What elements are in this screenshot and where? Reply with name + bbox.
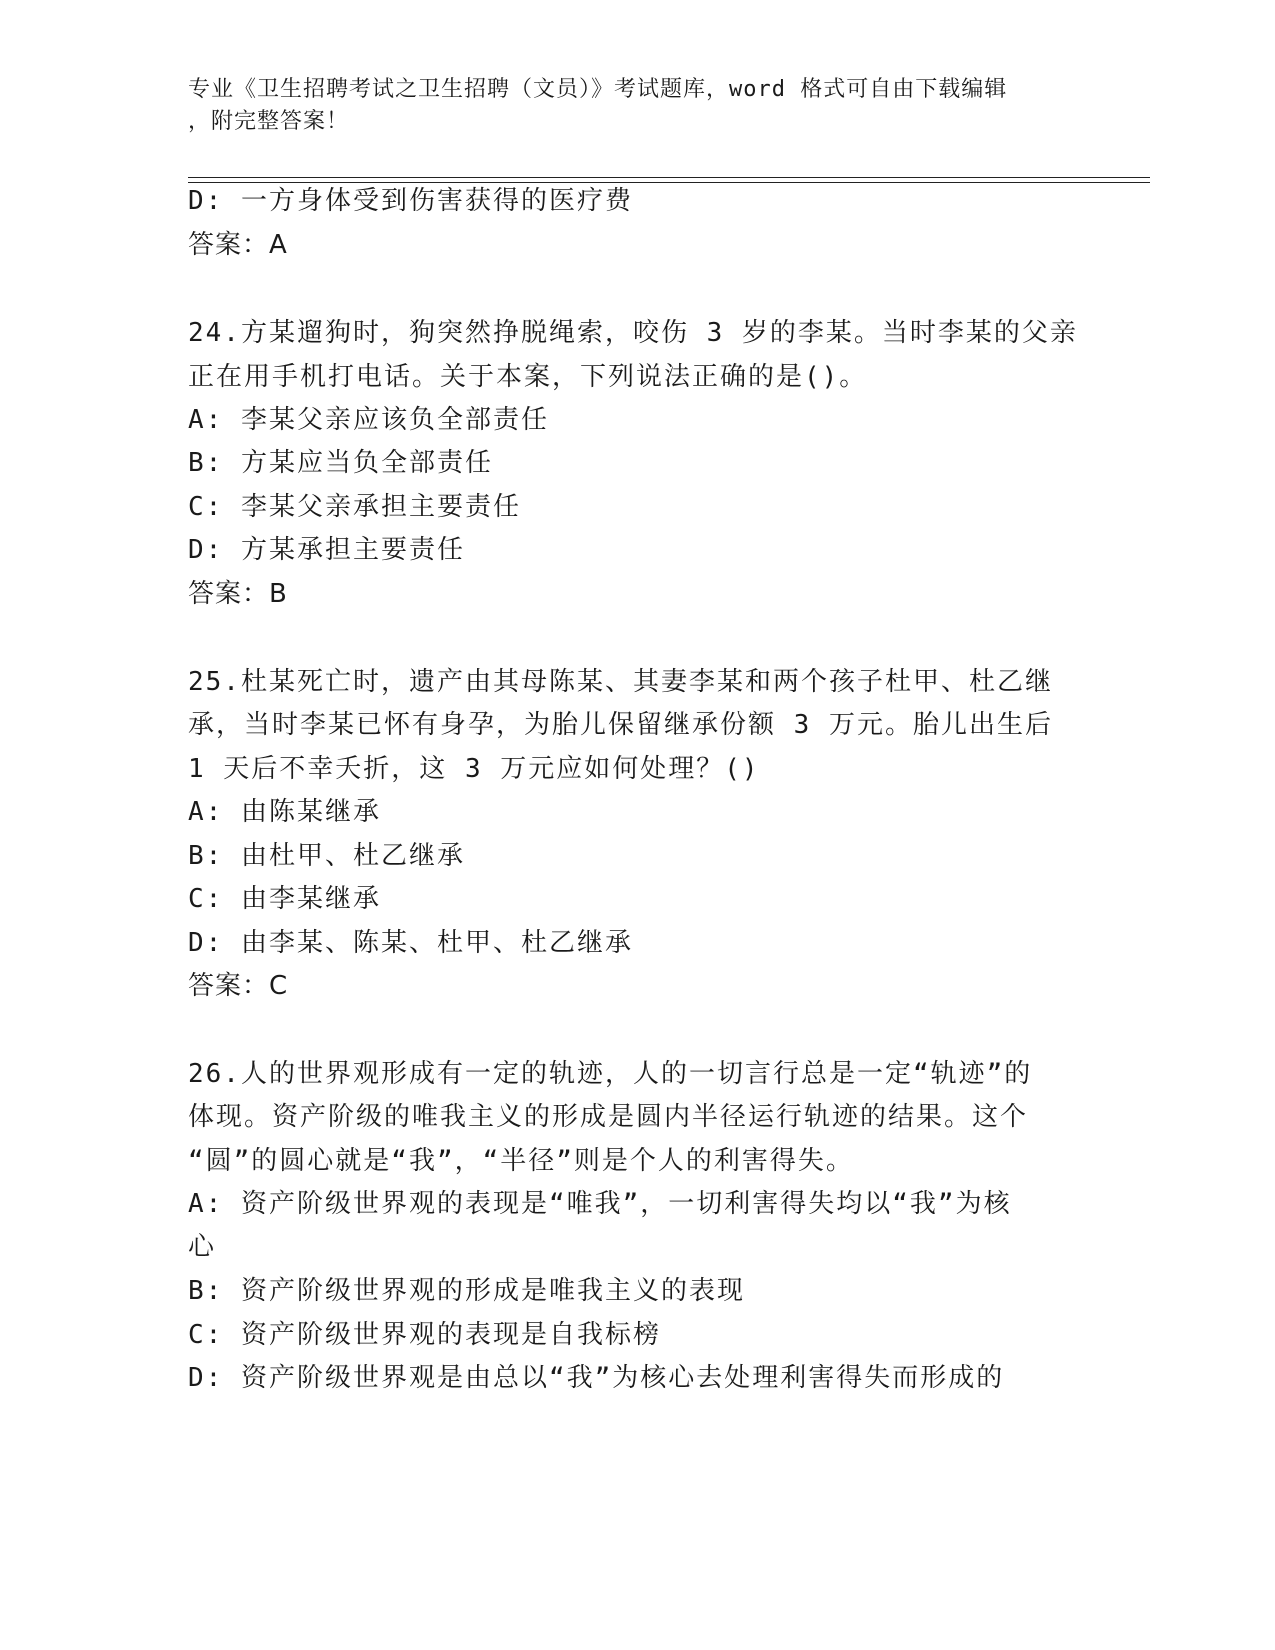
header-line-1: 专业《卫生招聘考试之卫生招聘（文员）》考试题库，word 格式可自由下载编辑 (188, 77, 1008, 102)
q25-stem-line-2: 承，当时李某已怀有身孕，为胎儿保留继承份额 3 万元。胎儿出生后 (188, 710, 1053, 740)
q26-option-b: B: 资产阶级世界观的形成是唯我主义的表现 (188, 1276, 745, 1306)
q25-option-c: C: 由李某继承 (188, 884, 381, 914)
header-divider-top (188, 177, 1150, 178)
q24-stem-line-2: 正在用手机打电话。关于本案，下列说法正确的是()。 (188, 362, 868, 392)
q26-stem-line-1: 26.人的世界观形成有一定的轨迹，人的一切言行总是一定“轨迹”的 (188, 1059, 1033, 1089)
q25-option-b: B: 由杜甲、杜乙继承 (188, 841, 465, 871)
q24-option-a: A: 李某父亲应该负全部责任 (188, 405, 549, 435)
q24-stem-line-1: 24.方某遛狗时，狗突然挣脱绳索，咬伤 3 岁的李某。当时李某的父亲 (188, 318, 1078, 348)
q25-stem-line-3: 1 天后不幸夭折，这 3 万元应如何处理？() (188, 754, 760, 784)
q26-option-a-line-2: 心 (188, 1232, 217, 1262)
prev-answer: 答案：A (188, 230, 288, 260)
header-divider-bottom (188, 182, 1150, 183)
q25-stem-line-1: 25.杜某死亡时，遗产由其母陈某、其妻李某和两个孩子杜甲、杜乙继 (188, 667, 1053, 697)
q24-option-c: C: 李某父亲承担主要责任 (188, 492, 521, 522)
q25-answer: 答案：C (188, 971, 289, 1001)
q24-option-d: D: 方某承担主要责任 (188, 535, 465, 565)
q24-answer: 答案：B (188, 579, 288, 609)
q25-option-d: D: 由李某、陈某、杜甲、杜乙继承 (188, 928, 633, 958)
header-line-2: ，附完整答案！ (188, 109, 350, 134)
q25-option-a: A: 由陈某继承 (188, 797, 381, 827)
q26-stem-line-3: “圆”的圆心就是“我”，“半径”则是个人的利害得失。 (188, 1146, 854, 1176)
q24-option-b: B: 方某应当负全部责任 (188, 448, 493, 478)
prev-option-d: D: 一方身体受到伤害获得的医疗费 (188, 186, 633, 216)
q26-stem-line-2: 体现。资产阶级的唯我主义的形成是圆内半径运行轨迹的结果。这个 (188, 1102, 1029, 1132)
page-header (188, 74, 1078, 138)
q26-option-c: C: 资产阶级世界观的表现是自我标榜 (188, 1320, 661, 1350)
q26-option-d: D: 资产阶级世界观是由总以“我”为核心去处理利害得失而形成的 (188, 1363, 1005, 1393)
q26-option-a-line-1: A: 资产阶级世界观的表现是“唯我”，一切利害得失均以“我”为核 (188, 1189, 1012, 1219)
